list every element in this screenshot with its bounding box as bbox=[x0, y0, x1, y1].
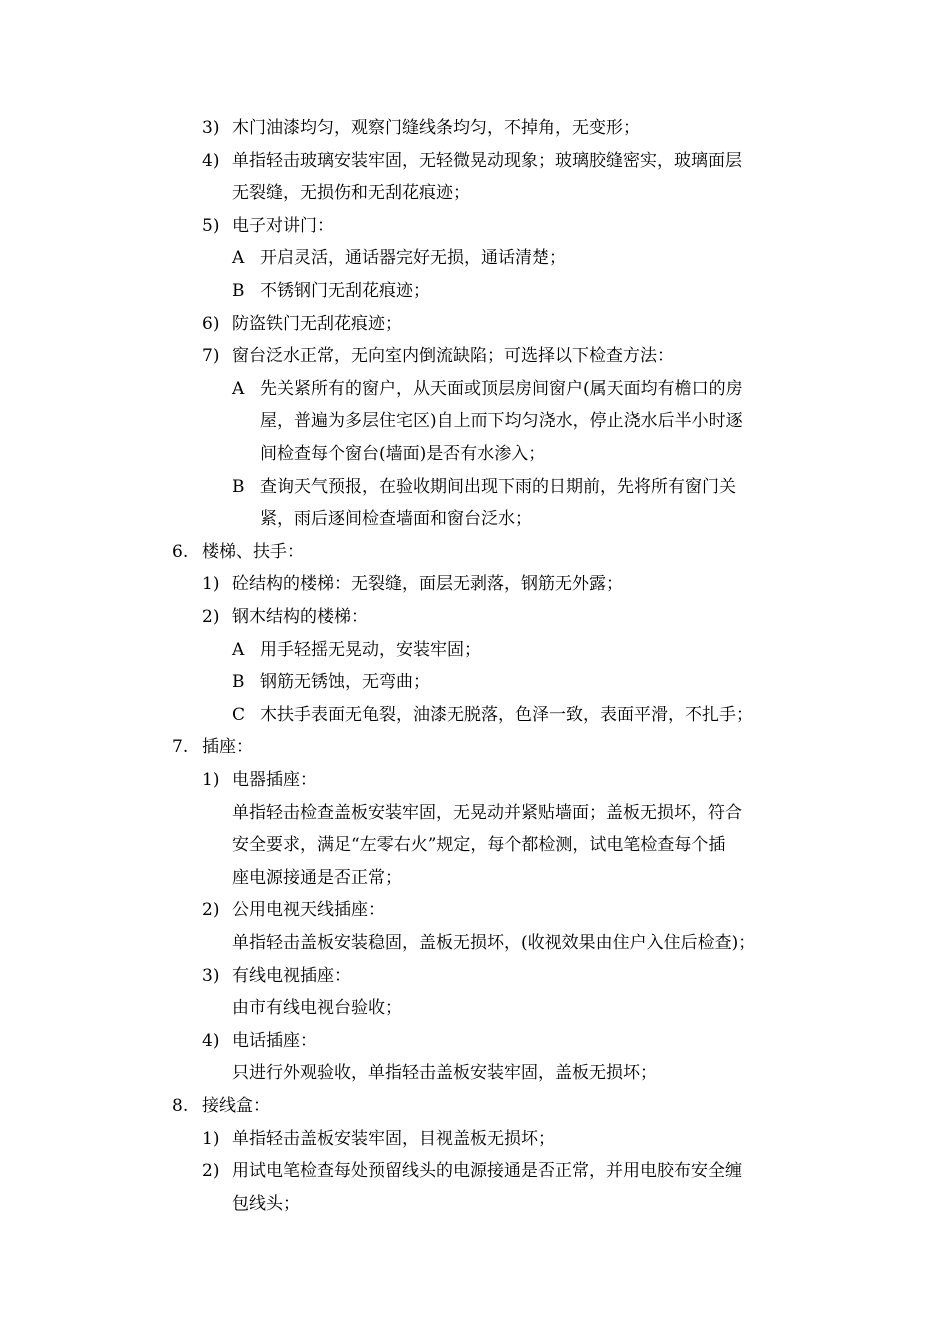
list-marker: 4) bbox=[202, 1031, 220, 1051]
list-item-continuation bbox=[0, 509, 950, 531]
list-text: 窗台泛水正常，无向室内倒流缺陷；可选择以下检查方法： bbox=[232, 346, 674, 366]
list-text: 插座： bbox=[202, 737, 253, 757]
list-text: 先关紧所有的窗户，从天面或顶层房间窗户(属天面均有檐口的房 bbox=[260, 379, 743, 399]
list-text: 公用电视天线插座： bbox=[232, 900, 385, 920]
list-item bbox=[0, 314, 950, 336]
list-item bbox=[0, 770, 950, 792]
list-item-continuation bbox=[0, 868, 950, 890]
list-item-continuation bbox=[0, 183, 950, 205]
list-text: 电话插座： bbox=[232, 1031, 317, 1051]
list-item-continuation bbox=[0, 933, 950, 955]
list-item bbox=[0, 248, 950, 270]
list-item bbox=[0, 379, 950, 401]
list-item bbox=[0, 118, 950, 140]
list-item-continuation bbox=[0, 444, 950, 466]
list-text: 紧，雨后逐间检查墙面和窗台泛水； bbox=[260, 509, 532, 529]
list-text: 座电源接通是否正常； bbox=[232, 868, 402, 888]
list-item bbox=[0, 151, 950, 173]
list-marker: 2) bbox=[202, 900, 220, 920]
list-text: 单指轻击玻璃安装牢固，无轻微晃动现象；玻璃胶缝密实，玻璃面层 bbox=[232, 151, 742, 171]
list-item bbox=[0, 1129, 950, 1151]
list-text: 查询天气预报，在验收期间出现下雨的日期前，先将所有窗门关 bbox=[260, 477, 736, 497]
list-marker: C bbox=[232, 705, 246, 725]
list-marker: 8. bbox=[172, 1096, 189, 1116]
list-text: 用试电笔检查每处预留线头的电源接通是否正常，并用电胶布安全缠 bbox=[232, 1161, 742, 1181]
list-marker: 4) bbox=[202, 151, 220, 171]
list-marker: B bbox=[232, 672, 245, 692]
list-marker: 3) bbox=[202, 966, 220, 986]
list-text: 开启灵活，通话器完好无损，通话清楚； bbox=[260, 248, 566, 268]
list-item bbox=[0, 574, 950, 596]
list-item-continuation bbox=[0, 1194, 950, 1216]
list-item bbox=[0, 346, 950, 368]
list-marker: B bbox=[232, 281, 245, 301]
list-text: 电子对讲门： bbox=[232, 216, 334, 236]
list-text: 防盗铁门无刮花痕迹； bbox=[232, 314, 402, 334]
list-marker: 1) bbox=[202, 574, 220, 594]
list-text: 不锈钢门无刮花痕迹； bbox=[260, 281, 430, 301]
list-text: 无裂缝，无损伤和无刮花痕迹； bbox=[232, 183, 470, 203]
list-text: 木扶手表面无龟裂，油漆无脱落，色泽一致，表面平滑，不扎手； bbox=[260, 705, 753, 725]
list-item-continuation bbox=[0, 803, 950, 825]
list-marker: A bbox=[232, 248, 245, 268]
list-text: 单指轻击盖板安装牢固，目视盖板无损坏； bbox=[232, 1129, 555, 1149]
list-text: 木门油漆均匀，观察门缝线条均匀，不掉角，无变形； bbox=[232, 118, 640, 138]
list-item bbox=[0, 1031, 950, 1053]
list-text: 楼梯、扶手： bbox=[202, 542, 304, 562]
list-marker: A bbox=[232, 379, 245, 399]
list-item bbox=[0, 1096, 950, 1118]
list-text: 有线电视插座： bbox=[232, 966, 351, 986]
list-marker: 2) bbox=[202, 607, 220, 627]
list-item bbox=[0, 477, 950, 499]
list-text: 电器插座： bbox=[232, 770, 317, 790]
list-item bbox=[0, 1161, 950, 1183]
list-marker: 2) bbox=[202, 1161, 220, 1181]
list-text: 由市有线电视台验收； bbox=[232, 998, 402, 1018]
list-item-continuation bbox=[0, 411, 950, 433]
list-item-continuation bbox=[0, 1063, 950, 1085]
list-text: 砼结构的楼梯：无裂缝，面层无剥落，钢筋无外露； bbox=[232, 574, 623, 594]
list-text: 包线头； bbox=[232, 1194, 300, 1214]
list-text: 只进行外观验收，单指轻击盖板安装牢固，盖板无损坏； bbox=[232, 1063, 657, 1083]
list-marker: 1) bbox=[202, 1129, 220, 1149]
list-marker: 7) bbox=[202, 346, 220, 366]
list-text: 安全要求，满足“左零右火”规定，每个都检测，试电笔检查每个插 bbox=[232, 835, 726, 855]
list-text: 屋，普遍为多层住宅区)自上而下均匀浇水，停止浇水后半小时逐 bbox=[260, 411, 743, 431]
list-item bbox=[0, 737, 950, 759]
list-text: 接线盒： bbox=[202, 1096, 270, 1116]
list-text: 钢筋无锈蚀，无弯曲； bbox=[260, 672, 430, 692]
list-text: 用手轻摇无晃动，安装牢固； bbox=[260, 640, 481, 660]
list-marker: 5) bbox=[202, 216, 220, 236]
list-item bbox=[0, 216, 950, 238]
list-item-continuation bbox=[0, 998, 950, 1020]
list-marker: B bbox=[232, 477, 245, 497]
list-text: 单指轻击盖板安装稳固，盖板无损坏，(收视效果由住户入住后检查)； bbox=[232, 933, 756, 953]
list-item-continuation bbox=[0, 835, 950, 857]
list-item bbox=[0, 281, 950, 303]
list-item bbox=[0, 607, 950, 629]
list-marker: 3) bbox=[202, 118, 220, 138]
list-item bbox=[0, 966, 950, 988]
list-item bbox=[0, 640, 950, 662]
list-marker: 1) bbox=[202, 770, 220, 790]
list-item bbox=[0, 705, 950, 727]
list-marker: 6. bbox=[172, 542, 189, 562]
list-marker: 7. bbox=[172, 737, 189, 757]
list-text: 单指轻击检查盖板安装牢固，无晃动并紧贴墙面；盖板无损坏，符合 bbox=[232, 803, 742, 823]
list-item bbox=[0, 542, 950, 564]
list-text: 钢木结构的楼梯： bbox=[232, 607, 368, 627]
list-text: 间检查每个窗台(墙面)是否有水渗入； bbox=[260, 444, 546, 464]
list-marker: A bbox=[232, 640, 245, 660]
list-marker: 6) bbox=[202, 314, 220, 334]
list-item bbox=[0, 672, 950, 694]
list-item bbox=[0, 900, 950, 922]
